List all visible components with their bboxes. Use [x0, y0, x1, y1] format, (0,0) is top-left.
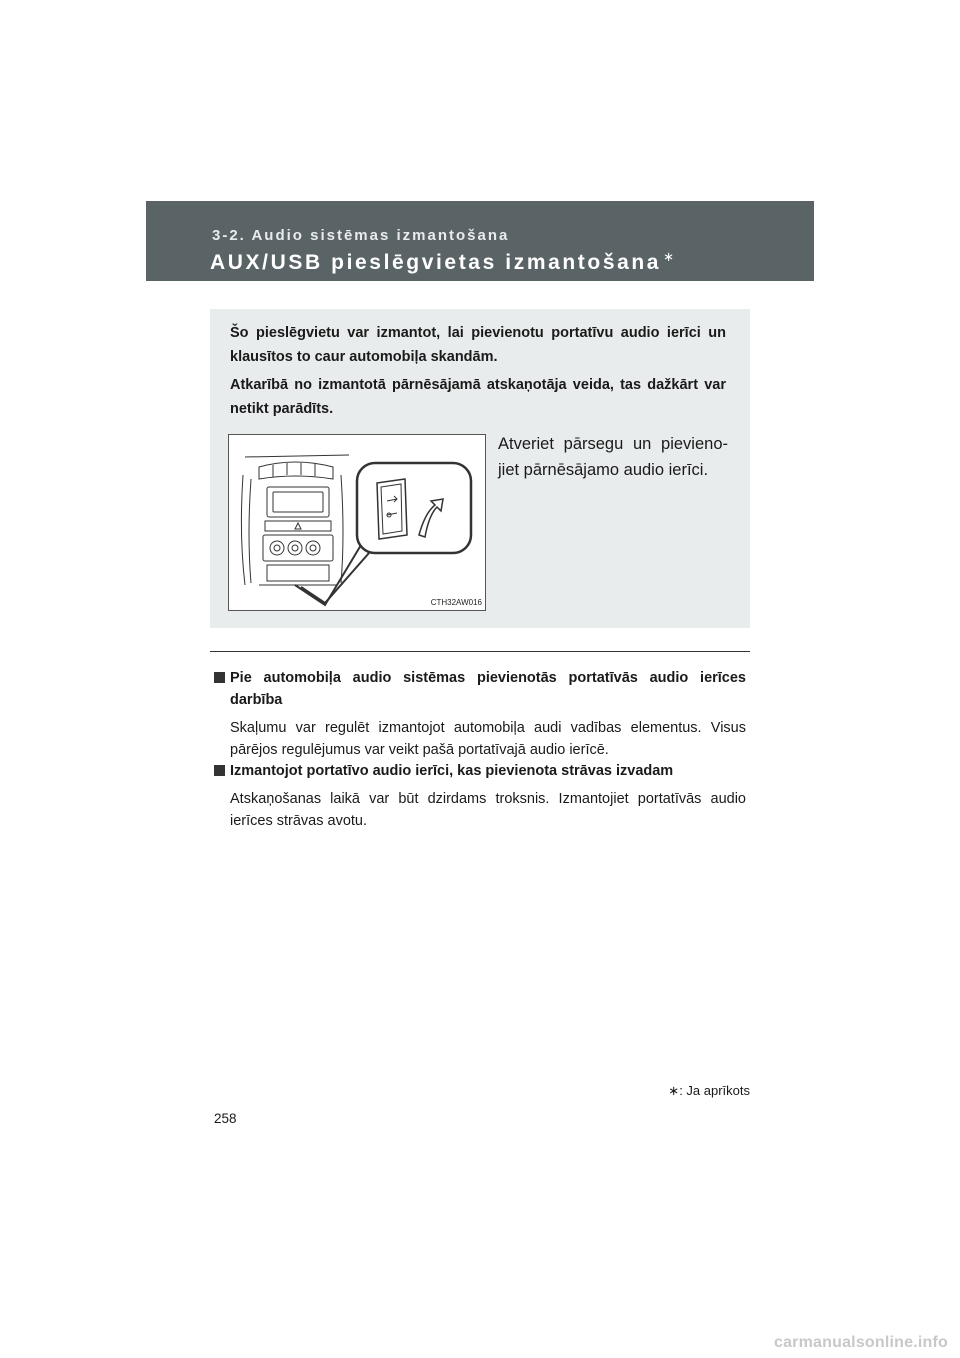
- note-section-power-outlet: [214, 760, 746, 832]
- section-subtitle: 3-2. Audio sistēmas izmantošana: [212, 227, 510, 244]
- aux-usb-port-drawing: [229, 435, 485, 610]
- note-heading-text: Izmantojot portatīvo audio ierīci, kas pievienota strāvas izvadam: [230, 763, 674, 779]
- figure-callout: Atveriet pārsegu un pievieno-jiet pārnēsājamo audio ierīci.: [498, 435, 728, 479]
- note-heading: [214, 667, 746, 711]
- equipped-mark: ∗: [663, 249, 677, 264]
- page-title: [210, 249, 677, 275]
- note-section-operation: [214, 667, 746, 761]
- note-heading: [214, 760, 746, 782]
- intro-paragraph-2: Atkarībā no izmantotā pārnēsājamā atskaņotāja veida, tas dažkārt var netikt parādīts.: [230, 377, 726, 417]
- figure-code: CTH32AW016: [430, 598, 482, 607]
- page-number: 258: [214, 1111, 237, 1126]
- square-bullet-icon: [214, 765, 225, 776]
- footnote: ∗: Ja aprīkots: [668, 1083, 750, 1098]
- section-divider: [210, 651, 750, 652]
- page-title-text: AUX/USB pieslēgvietas izmantošana: [210, 251, 662, 274]
- square-bullet-icon: [214, 672, 225, 683]
- dashboard-illustration: [228, 434, 486, 611]
- intro-paragraph-1: Šo pieslēgvietu var izmantot, lai pievienotu portatīvu audio ierīci un klausītos to caur automobiļa skandām.: [230, 325, 726, 365]
- info-box: [210, 309, 750, 628]
- watermark: carmanualsonline.info: [773, 1334, 948, 1351]
- note-body: Skaļumu var regulēt izmantojot automobiļa audi vadības elementus. Visus pārējos regulējumus var veikt pašā portatīvajā audio ierīcē.: [230, 720, 746, 758]
- section-header: [146, 201, 814, 281]
- note-heading-text: Pie automobiļa audio sistēmas pievienotās portatīvās audio ierīces darbība: [230, 670, 746, 708]
- note-body: Atskaņošanas laikā var būt dzirdams troksnis. Izmantojiet portatīvās audio ierīces strāvas avotu.: [230, 791, 746, 829]
